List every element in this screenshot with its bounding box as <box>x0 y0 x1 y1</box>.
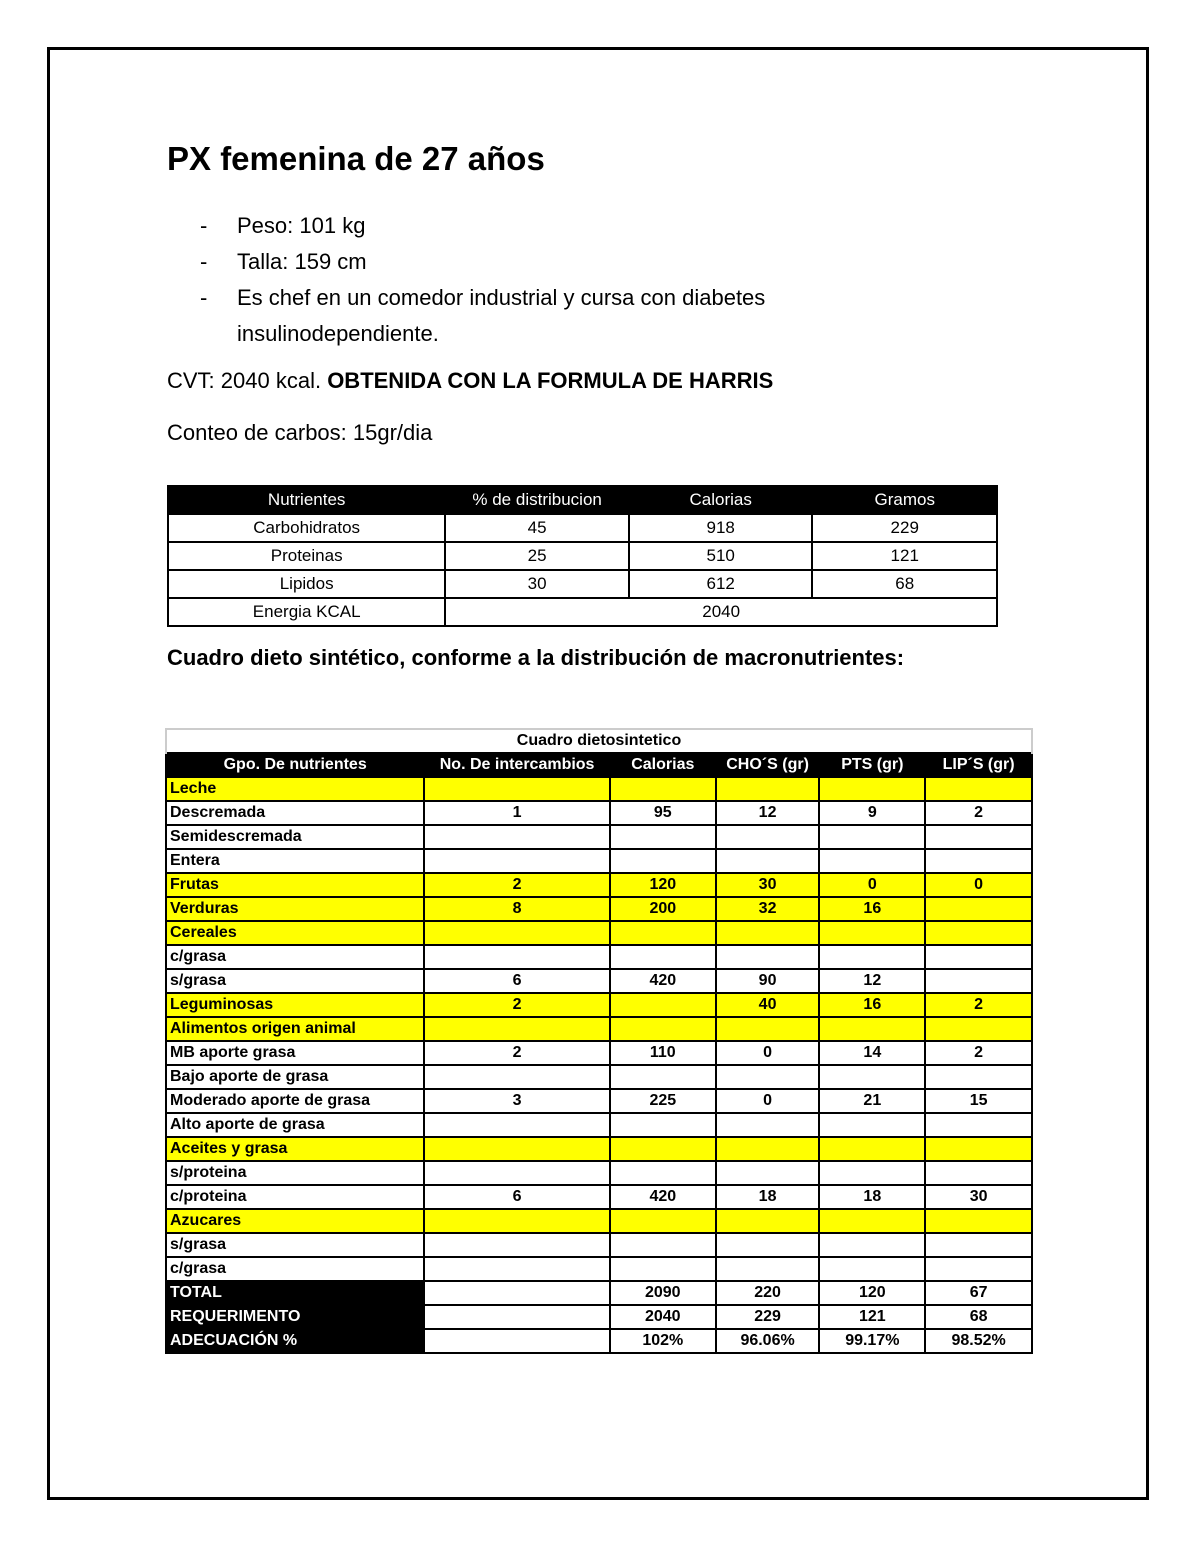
dieto-group-row <box>166 1017 1032 1041</box>
dieto-cell <box>819 1065 925 1089</box>
dieto-cell <box>716 1017 820 1041</box>
carb-count-line: Conteo de carbos: 15gr/dia <box>167 420 433 445</box>
dieto-cell: 200 <box>610 897 716 921</box>
macros-row <box>168 570 997 598</box>
dieto-row-label: c/proteina <box>166 1185 424 1209</box>
dieto-cell <box>925 897 1032 921</box>
dieto-cell <box>819 1161 925 1185</box>
macros-header-cell: Nutrientes <box>168 486 445 514</box>
dieto-cell <box>424 1257 610 1281</box>
macros-cell: 918 <box>629 514 813 542</box>
dieto-row <box>166 1089 1032 1113</box>
dieto-footer-cell: 220 <box>716 1281 820 1305</box>
dieto-group-row <box>166 1209 1032 1233</box>
dieto-cell: 120 <box>610 873 716 897</box>
dieto-row <box>166 1161 1032 1185</box>
dieto-group-row <box>166 1137 1032 1161</box>
dieto-row <box>166 969 1032 993</box>
dieto-footer-cell: 229 <box>716 1305 820 1329</box>
dieto-row <box>166 1185 1032 1209</box>
macros-energy-label: Energia KCAL <box>168 598 445 626</box>
dieto-row-label: Frutas <box>166 873 424 897</box>
dieto-footer-cell <box>424 1281 610 1305</box>
macros-cell: 510 <box>629 542 813 570</box>
dieto-row-label: Alto aporte de grasa <box>166 1113 424 1137</box>
dieto-row <box>166 945 1032 969</box>
dieto-cell: 2 <box>925 1041 1032 1065</box>
dieto-cell <box>424 1017 610 1041</box>
dieto-footer-cell: 96.06% <box>716 1329 820 1353</box>
dieto-row-label: s/grasa <box>166 1233 424 1257</box>
macros-row <box>168 542 997 570</box>
dieto-row-label: Leche <box>166 777 424 801</box>
dieto-cell <box>424 1161 610 1185</box>
dieto-cell <box>925 945 1032 969</box>
dieto-header-cell: Gpo. De nutrientes <box>166 753 424 777</box>
dieto-row-label: c/grasa <box>166 945 424 969</box>
dieto-cell: 0 <box>819 873 925 897</box>
dieto-cell <box>610 777 716 801</box>
dieto-cell <box>610 1161 716 1185</box>
dieto-cell <box>819 1233 925 1257</box>
dieto-row-label: Bajo aporte de grasa <box>166 1065 424 1089</box>
dieto-cell <box>610 1209 716 1233</box>
dieto-caption: Cuadro dietosintetico <box>166 729 1032 753</box>
dieto-cell <box>610 1113 716 1137</box>
dieto-header-cell: Calorias <box>610 753 716 777</box>
dieto-cell: 12 <box>819 969 925 993</box>
detail-occupation: - Es chef en un comedor industrial y cursa con diabetes insulinodependiente. <box>200 280 860 352</box>
dieto-cell: 2 <box>424 1041 610 1065</box>
macros-header-cell: Gramos <box>812 486 997 514</box>
dieto-row-label: Verduras <box>166 897 424 921</box>
dieto-cell <box>716 1113 820 1137</box>
dieto-footer-row <box>166 1305 1032 1329</box>
dieto-group-row <box>166 777 1032 801</box>
cvt-value: CVT: 2040 kcal. <box>167 368 328 393</box>
dieto-cell: 2 <box>925 801 1032 825</box>
macros-cell: 612 <box>629 570 813 598</box>
dieto-footer-cell: 2090 <box>610 1281 716 1305</box>
dieto-cell: 32 <box>716 897 820 921</box>
dieto-cell <box>610 825 716 849</box>
dieto-footer-cell: 99.17% <box>819 1329 925 1353</box>
dieto-cell: 90 <box>716 969 820 993</box>
dieto-cell <box>610 1065 716 1089</box>
dieto-cell: 95 <box>610 801 716 825</box>
dieto-cell <box>716 1161 820 1185</box>
dieto-cell <box>716 1137 820 1161</box>
dieto-cell: 2 <box>424 873 610 897</box>
dieto-header-row <box>166 753 1032 777</box>
dieto-row-label: Azucares <box>166 1209 424 1233</box>
dieto-row <box>166 1257 1032 1281</box>
dieto-cell <box>610 921 716 945</box>
detail-weight: - Peso: 101 kg <box>200 208 860 244</box>
dieto-cell: 0 <box>716 1089 820 1113</box>
dieto-cell <box>925 921 1032 945</box>
macros-row <box>168 514 997 542</box>
dieto-footer-row <box>166 1281 1032 1305</box>
macros-energy-value: 2040 <box>445 598 997 626</box>
dieto-row-label: Descremada <box>166 801 424 825</box>
dieto-cell <box>819 825 925 849</box>
dieto-cell: 18 <box>819 1185 925 1209</box>
dieto-header-cell: CHO´S (gr) <box>716 753 820 777</box>
dieto-cell: 0 <box>925 873 1032 897</box>
dieto-cell <box>925 1065 1032 1089</box>
dieto-cell <box>716 1233 820 1257</box>
dieto-row <box>166 1113 1032 1137</box>
dieto-cell: 15 <box>925 1089 1032 1113</box>
dieto-cell <box>424 1065 610 1089</box>
dieto-row <box>166 849 1032 873</box>
macros-table <box>167 485 998 627</box>
dieto-cell: 2 <box>925 993 1032 1017</box>
dieto-cell <box>925 849 1032 873</box>
dieto-group-row <box>166 921 1032 945</box>
dieto-cell <box>424 825 610 849</box>
dieto-row <box>166 1041 1032 1065</box>
dieto-header-cell: No. De intercambios <box>424 753 610 777</box>
dieto-group-row <box>166 897 1032 921</box>
detail-height: - Talla: 159 cm <box>200 244 860 280</box>
dieto-cell <box>716 921 820 945</box>
dieto-cell <box>819 1137 925 1161</box>
macros-cell: Carbohidratos <box>168 514 445 542</box>
dieto-cell <box>424 777 610 801</box>
dieto-cell <box>925 825 1032 849</box>
dieto-cell <box>819 849 925 873</box>
dieto-cell <box>925 1161 1032 1185</box>
dieto-cell <box>716 1209 820 1233</box>
dieto-cell <box>610 1017 716 1041</box>
macros-cell: 45 <box>445 514 629 542</box>
dieto-cell: 14 <box>819 1041 925 1065</box>
dieto-cell <box>925 1209 1032 1233</box>
dieto-cell <box>819 921 925 945</box>
dieto-footer-row <box>166 1329 1032 1353</box>
dieto-cell <box>610 945 716 969</box>
dieto-cell <box>424 1113 610 1137</box>
dieto-cell <box>424 1137 610 1161</box>
macros-header-cell: Calorias <box>629 486 813 514</box>
dieto-cell: 0 <box>716 1041 820 1065</box>
macros-header-row <box>168 486 997 514</box>
dieto-group-row <box>166 993 1032 1017</box>
dieto-row <box>166 825 1032 849</box>
dieto-cell <box>925 969 1032 993</box>
dieto-row-label: Moderado aporte de grasa <box>166 1089 424 1113</box>
dieto-cell <box>424 921 610 945</box>
dieto-cell <box>925 1137 1032 1161</box>
dieto-cell: 420 <box>610 969 716 993</box>
dieto-cell <box>716 777 820 801</box>
dieto-cell: 21 <box>819 1089 925 1113</box>
dieto-row-label: Aceites y grasa <box>166 1137 424 1161</box>
dieto-cell: 1 <box>424 801 610 825</box>
dieto-cell <box>925 1233 1032 1257</box>
dieto-row-label: Entera <box>166 849 424 873</box>
macros-cell: Lipidos <box>168 570 445 598</box>
dieto-cell: 420 <box>610 1185 716 1209</box>
macros-cell: 121 <box>812 542 997 570</box>
dieto-cell <box>925 1017 1032 1041</box>
dieto-cell: 3 <box>424 1089 610 1113</box>
macros-cell: 229 <box>812 514 997 542</box>
dieto-cell <box>610 1233 716 1257</box>
dieto-cell <box>716 945 820 969</box>
page-title: PX femenina de 27 años <box>167 140 545 177</box>
dieto-footer-cell <box>424 1329 610 1353</box>
cvt-line <box>167 368 773 394</box>
dieto-cell: 6 <box>424 969 610 993</box>
macros-cell: Proteinas <box>168 542 445 570</box>
dieto-cell: 2 <box>424 993 610 1017</box>
dieto-group-row <box>166 873 1032 897</box>
dieto-footer-label: TOTAL <box>166 1281 424 1305</box>
macros-cell: 30 <box>445 570 629 598</box>
dieto-footer-cell: 98.52% <box>925 1329 1032 1353</box>
dieto-cell <box>610 1257 716 1281</box>
dieto-cell <box>716 1257 820 1281</box>
dieto-cell: 18 <box>716 1185 820 1209</box>
dieto-footer-cell: 121 <box>819 1305 925 1329</box>
dieto-cell: 225 <box>610 1089 716 1113</box>
dieto-row <box>166 1065 1032 1089</box>
dieto-row-label: Semidescremada <box>166 825 424 849</box>
dieto-footer-cell: 68 <box>925 1305 1032 1329</box>
dieto-cell <box>716 1065 820 1089</box>
dieto-row-label: MB aporte grasa <box>166 1041 424 1065</box>
dieto-row-label: c/grasa <box>166 1257 424 1281</box>
dieto-footer-cell: 67 <box>925 1281 1032 1305</box>
dieto-row-label: Leguminosas <box>166 993 424 1017</box>
dieto-cell: 30 <box>716 873 820 897</box>
dieto-cell: 16 <box>819 897 925 921</box>
dieto-cell <box>716 825 820 849</box>
dieto-cell: 16 <box>819 993 925 1017</box>
dieto-row-label: s/proteina <box>166 1161 424 1185</box>
dieto-cell <box>819 1209 925 1233</box>
dieto-cell <box>925 1257 1032 1281</box>
dieto-cell <box>819 1113 925 1137</box>
dieto-cell <box>610 993 716 1017</box>
macros-cell: 68 <box>812 570 997 598</box>
macros-cell: 25 <box>445 542 629 570</box>
dieto-cell <box>819 1257 925 1281</box>
patient-details-list <box>200 208 860 352</box>
dieto-footer-cell <box>424 1305 610 1329</box>
dieto-cell <box>424 1209 610 1233</box>
dieto-cell <box>610 849 716 873</box>
dieto-row <box>166 801 1032 825</box>
dieto-cell <box>424 1233 610 1257</box>
dieto-cell <box>925 1113 1032 1137</box>
dieto-cell <box>424 945 610 969</box>
dieto-table <box>165 728 1033 1354</box>
dieto-cell <box>925 777 1032 801</box>
dieto-row-label: Cereales <box>166 921 424 945</box>
dieto-cell <box>819 1017 925 1041</box>
dieto-footer-cell: 2040 <box>610 1305 716 1329</box>
dieto-footer-cell: 102% <box>610 1329 716 1353</box>
dieto-row <box>166 1233 1032 1257</box>
macros-header-cell: % de distribucion <box>445 486 629 514</box>
cvt-method: OBTENIDA CON LA FORMULA DE HARRIS <box>327 368 774 393</box>
dieto-cell: 12 <box>716 801 820 825</box>
dieto-cell <box>716 849 820 873</box>
dieto-cell <box>424 849 610 873</box>
dieto-row-label: Alimentos origen animal <box>166 1017 424 1041</box>
macros-energy-row <box>168 598 997 626</box>
dieto-cell <box>610 1137 716 1161</box>
dieto-header-cell: LIP´S (gr) <box>925 753 1032 777</box>
dieto-footer-label: REQUERIMENTO <box>166 1305 424 1329</box>
dieto-footer-cell: 120 <box>819 1281 925 1305</box>
dieto-cell: 6 <box>424 1185 610 1209</box>
dieto-cell: 8 <box>424 897 610 921</box>
dieto-subtitle: Cuadro dieto sintético, conforme a la distribución de macronutrientes: <box>167 645 905 670</box>
dieto-cell: 30 <box>925 1185 1032 1209</box>
dieto-cell: 40 <box>716 993 820 1017</box>
dieto-footer-label: ADECUACIÓN % <box>166 1329 424 1353</box>
dieto-cell <box>819 777 925 801</box>
dieto-caption-row <box>166 729 1032 753</box>
dieto-row-label: s/grasa <box>166 969 424 993</box>
dieto-cell: 9 <box>819 801 925 825</box>
dieto-cell: 110 <box>610 1041 716 1065</box>
dieto-cell <box>819 945 925 969</box>
dieto-header-cell: PTS (gr) <box>819 753 925 777</box>
